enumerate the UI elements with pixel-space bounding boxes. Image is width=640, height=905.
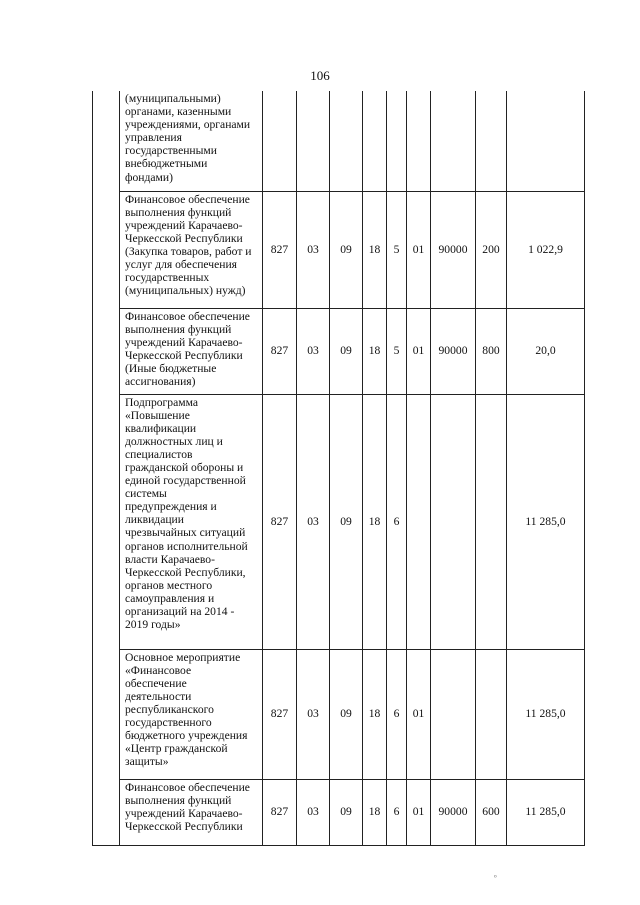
row-number-cell bbox=[93, 308, 120, 394]
subsection-code-cell: 09 bbox=[330, 779, 363, 845]
item-name-line: Подпрограмма bbox=[125, 395, 198, 409]
direction-code-cell bbox=[431, 649, 476, 779]
item-name-line: специалистов bbox=[125, 447, 193, 461]
program-code-cell: 18 bbox=[363, 308, 387, 394]
item-name-line: Черкесской Республики bbox=[125, 231, 243, 245]
item-name-cell bbox=[120, 649, 263, 779]
item-name-line: государственных bbox=[125, 271, 210, 285]
item-name-line: учреждениями, органами bbox=[125, 118, 251, 132]
table-row bbox=[93, 779, 585, 845]
subprogram-code-cell: 6 bbox=[387, 779, 407, 845]
program-code-cell: 18 bbox=[363, 649, 387, 779]
activity-code-cell: 01 bbox=[407, 308, 431, 394]
item-name-line: Финансовое обеспечение bbox=[125, 192, 250, 206]
item-name-line: выполнения функций bbox=[125, 793, 232, 807]
item-name-cell bbox=[120, 394, 263, 649]
direction-code-cell bbox=[431, 91, 476, 191]
subprogram-code-cell bbox=[387, 91, 407, 191]
item-name-line: Черкесской Республики bbox=[125, 348, 243, 362]
section-code-cell bbox=[297, 91, 330, 191]
section-code-cell: 03 bbox=[297, 191, 330, 308]
item-name-line: обеспечение bbox=[125, 676, 187, 690]
item-name-line: системы bbox=[125, 487, 167, 501]
item-name-line: единой государственной bbox=[125, 474, 246, 488]
item-name-line: Черкесской Республики, bbox=[125, 565, 246, 579]
item-name-line: самоуправления и bbox=[125, 591, 215, 605]
activity-code-cell: 01 bbox=[407, 779, 431, 845]
ministry-code-cell: 827 bbox=[263, 308, 297, 394]
ministry-code-cell: 827 bbox=[263, 649, 297, 779]
program-code-cell: 18 bbox=[363, 191, 387, 308]
activity-code-cell: 01 bbox=[407, 649, 431, 779]
item-name-line: органами, казенными bbox=[125, 105, 232, 119]
expense-type-code-cell bbox=[476, 394, 507, 649]
item-name-line: (Иные бюджетные bbox=[125, 361, 217, 375]
direction-code-cell bbox=[431, 394, 476, 649]
subprogram-code-cell: 5 bbox=[387, 308, 407, 394]
subsection-code-cell: 09 bbox=[330, 394, 363, 649]
item-name-line: «Повышение bbox=[125, 408, 190, 422]
direction-code-cell: 90000 bbox=[431, 308, 476, 394]
expense-type-code-cell: 800 bbox=[476, 308, 507, 394]
section-code-cell: 03 bbox=[297, 308, 330, 394]
section-code-cell: 03 bbox=[297, 394, 330, 649]
item-name-line: чрезвычайных ситуаций bbox=[125, 526, 246, 540]
row-number-cell bbox=[93, 394, 120, 649]
amount-cell bbox=[507, 91, 585, 191]
row-number-cell bbox=[93, 91, 120, 191]
budget-table bbox=[92, 91, 585, 846]
item-name-cell bbox=[120, 191, 263, 308]
item-name-line: учреждений Карачаево- bbox=[125, 335, 243, 349]
scan-mark: ᵒ bbox=[494, 872, 497, 882]
item-name-line: «Финансовое bbox=[125, 663, 192, 677]
program-code-cell: 18 bbox=[363, 779, 387, 845]
item-name-line: фондами) bbox=[125, 170, 173, 184]
ministry-code-cell: 827 bbox=[263, 191, 297, 308]
subsection-code-cell: 09 bbox=[330, 191, 363, 308]
subsection-code-cell: 09 bbox=[330, 308, 363, 394]
expense-type-code-cell: 600 bbox=[476, 779, 507, 845]
subsection-code-cell bbox=[330, 91, 363, 191]
item-name-line: защиты» bbox=[125, 755, 169, 769]
item-name-line: Основное мероприятие bbox=[125, 650, 241, 664]
item-name-line: (муниципальных) нужд) bbox=[125, 284, 246, 298]
item-name-line: должностных лиц и bbox=[125, 434, 223, 448]
item-name-line: предупреждения и bbox=[125, 500, 217, 514]
ministry-code-cell: 827 bbox=[263, 779, 297, 845]
page-number: 106 bbox=[310, 68, 330, 83]
item-name-line: (Закупка товаров, работ и bbox=[125, 244, 252, 258]
item-name-line: услуг для обеспечения bbox=[125, 257, 237, 271]
direction-code-cell: 90000 bbox=[431, 191, 476, 308]
table-row bbox=[93, 91, 585, 191]
subprogram-code-cell: 5 bbox=[387, 191, 407, 308]
amount-cell: 11 285,0 bbox=[507, 779, 585, 845]
table-row bbox=[93, 649, 585, 779]
section-code-cell: 03 bbox=[297, 649, 330, 779]
row-number-cell bbox=[93, 191, 120, 308]
item-name-line: (муниципальными) bbox=[125, 92, 221, 105]
row-number-cell bbox=[93, 649, 120, 779]
item-name-line: учреждений Карачаево- bbox=[125, 806, 243, 820]
subprogram-code-cell: 6 bbox=[387, 649, 407, 779]
item-name-line: Черкесской Республики bbox=[125, 819, 243, 833]
item-name-cell bbox=[120, 91, 263, 191]
item-name-cell bbox=[120, 779, 263, 845]
program-code-cell: 18 bbox=[363, 394, 387, 649]
item-name-line: 2019 годы» bbox=[125, 618, 181, 632]
item-name-line: Финансовое обеспечение bbox=[125, 309, 250, 323]
item-name-line: деятельности bbox=[125, 689, 192, 703]
item-name-line: органов местного bbox=[125, 578, 213, 592]
ministry-code-cell: 827 bbox=[263, 394, 297, 649]
item-name-line: «Центр гражданской bbox=[125, 742, 228, 756]
amount-cell: 11 285,0 bbox=[507, 394, 585, 649]
table-row bbox=[93, 191, 585, 308]
item-name-line: власти Карачаево- bbox=[125, 552, 215, 566]
subsection-code-cell: 09 bbox=[330, 649, 363, 779]
program-code-cell bbox=[363, 91, 387, 191]
item-name-line: учреждений Карачаево- bbox=[125, 218, 243, 232]
subprogram-code-cell: 6 bbox=[387, 394, 407, 649]
item-name-line: организаций на 2014 - bbox=[125, 605, 235, 618]
expense-type-code-cell bbox=[476, 649, 507, 779]
section-code-cell: 03 bbox=[297, 779, 330, 845]
amount-cell: 11 285,0 bbox=[507, 649, 585, 779]
row-number-cell bbox=[93, 779, 120, 845]
item-name-line: внебюджетными bbox=[125, 157, 208, 171]
ministry-code-cell bbox=[263, 91, 297, 191]
expense-type-code-cell: 200 bbox=[476, 191, 507, 308]
item-name-line: выполнения функций bbox=[125, 205, 232, 219]
item-name-line: управления bbox=[125, 131, 182, 145]
activity-code-cell: 01 bbox=[407, 191, 431, 308]
activity-code-cell bbox=[407, 91, 431, 191]
item-name-line: бюджетного учреждения bbox=[125, 729, 248, 743]
item-name-line: гражданской обороны и bbox=[125, 460, 244, 474]
amount-cell: 1 022,9 bbox=[507, 191, 585, 308]
item-name-line: Финансовое обеспечение bbox=[125, 780, 250, 794]
item-name-line: государственными bbox=[125, 144, 217, 158]
item-name-line: государственного bbox=[125, 715, 212, 729]
item-name-line: органов исполнительной bbox=[125, 539, 248, 553]
item-name-cell bbox=[120, 308, 263, 394]
item-name-line: выполнения функций bbox=[125, 322, 232, 336]
direction-code-cell: 90000 bbox=[431, 779, 476, 845]
item-name-line: ликвидации bbox=[125, 513, 184, 527]
activity-code-cell bbox=[407, 394, 431, 649]
item-name-line: республиканского bbox=[125, 702, 214, 716]
amount-cell: 20,0 bbox=[507, 308, 585, 394]
table-row bbox=[93, 394, 585, 649]
item-name-line: ассигнования) bbox=[125, 374, 196, 388]
expense-type-code-cell bbox=[476, 91, 507, 191]
item-name-line: квалификации bbox=[125, 421, 197, 435]
table-row bbox=[93, 308, 585, 394]
